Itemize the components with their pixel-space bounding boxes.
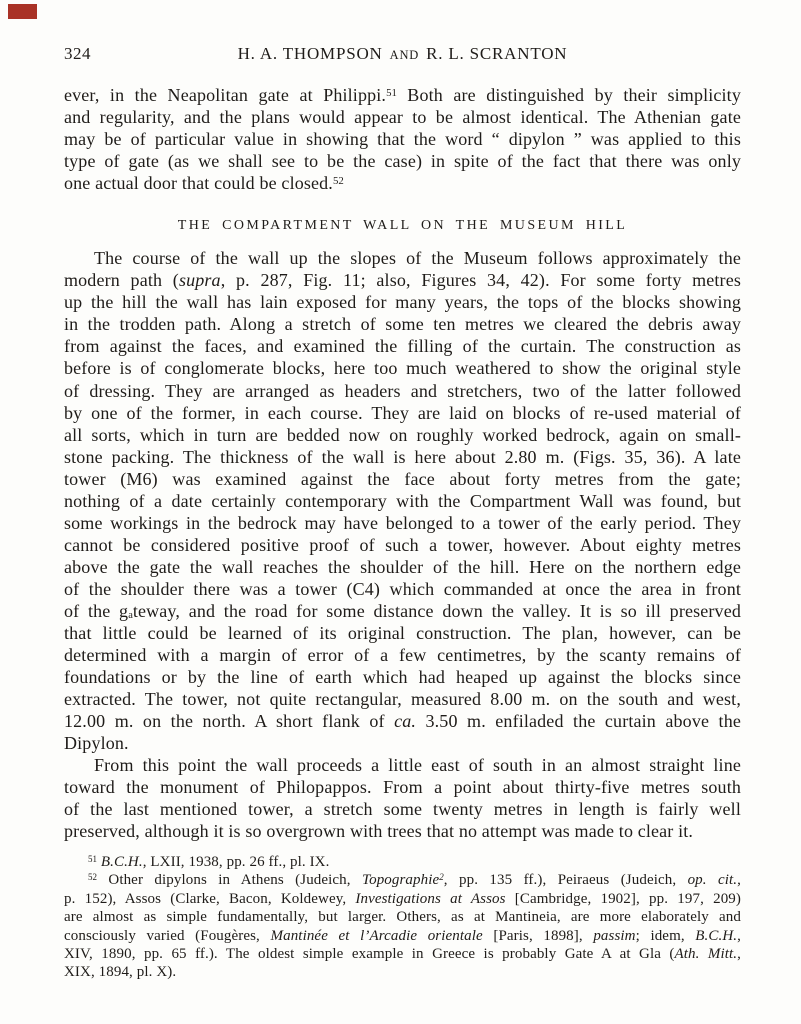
text-line: are almost as simple fundamentally, but larger. Others, as at Mantineia, are more elaborately and [64, 909, 741, 926]
text-line: modern path (supra, p. 287, Fig. 11; also, Figures 34, 42). For some forty metres [64, 270, 741, 291]
text-line: nothing of a date certainly contemporary with the Compartment Wall was found, but [64, 490, 741, 511]
running-header [64, 44, 741, 66]
text-line: 12.00 m. on the north. A short flank of ca. 3.50 m. enfiladed the curtain above the [64, 711, 741, 732]
text-line: up the hill the wall has lain exposed for many years, the tops of the blocks showing [64, 292, 741, 313]
text-line: of the last mentioned tower, a stretch some twenty metres in length is fairly well [64, 799, 741, 820]
text-line: foundations or by the line of earth which had heaped up against the blocks since [64, 667, 741, 688]
text-line: some workings in the bedrock may have belonged to a tower of the early period. They [64, 512, 741, 533]
paragraph-wall-1 [64, 247, 741, 754]
text-line: toward the monument of Philopappos. From a point about thirty-five metres south [64, 777, 741, 798]
text-line: consciously varied (Fougères, Mantinée et l’Arcadie orientale [Paris, 1898], passim; idem, B.C.H., [64, 927, 741, 944]
text-line: Dipylon. [64, 733, 129, 754]
text-line: The course of the wall up the slopes of the Museum follows approximately the [94, 248, 741, 269]
text-line: of the gateway, and the road for some distance down the valley. It is so ill preserved [64, 600, 741, 622]
author-name-left: H. A. THOMPSON [237, 44, 383, 63]
text-line: from against the faces, and examined the filling of the curtain. The construction as [64, 336, 741, 357]
text-line: and regularity, and the plans would appear to be almost identical. The Athenian gate [64, 107, 741, 128]
author-conjunction: AND [389, 48, 420, 62]
page-number: 324 [64, 44, 91, 63]
text-line: before is of conglomerate blocks, here too much weathered to show the original style [64, 358, 741, 379]
running-title [64, 44, 741, 64]
text-line: cannot be considered positive proof of such a tower, however. About eighty metres [64, 534, 741, 555]
text-line: of the shoulder there was a tower (C4) which commanded at once the area in front [64, 578, 741, 599]
text-line: by one of the former, in each course. They are laid on blocks of re-used material of [64, 402, 741, 423]
text-line: preserved, although it is so overgrown with trees that no attempt was made to clear it. [64, 821, 694, 842]
text-line: that little could be learned of its original construction. The plan, however, can be [64, 623, 741, 644]
text-line: determined with a margin of error of a few centimetres, by the scanty remains of [64, 645, 741, 666]
section-heading: THE COMPARTMENT WALL ON THE MUSEUM HILL [177, 218, 628, 234]
text-line: ever, in the Neapolitan gate at Philippi.$^{51}$ Both are distinguished by their simplicity [64, 85, 741, 105]
text-line: one actual door that could be closed.$^{52}$ [64, 173, 344, 194]
paragraph-wall-2 [64, 754, 741, 842]
text-line: $^{51}$ B.C.H., LXII, 1938, pp. 26 ff., pl. IX. [88, 853, 330, 870]
text-line: tower (M6) was examined against the face about forty metres from the gate; [64, 468, 741, 489]
corner-marker [8, 4, 37, 19]
body-text [64, 84, 741, 843]
text-line: XIV, 1890, pp. 65 ff.). The oldest simple example in Greece is probably Gate A at Gla (Ath. Mitt., [64, 945, 742, 962]
text-line: $^{52}$ Other dipylons in Athens (Judeich, Topographie$^2$, pp. 135 ff.), Peiraeus (Judeich, op. cit., [88, 872, 741, 889]
footnotes [64, 853, 741, 982]
text-line: extracted. The tower, not quite rectangular, measured 8.00 m. on the south and west, [64, 689, 741, 710]
author-name-right: R. L. SCRANTON [426, 44, 568, 63]
text-line: above the gate the wall reaches the shoulder of the hill. Here on the northern edge [64, 556, 741, 577]
text-line: XIX, 1894, pl. X). [64, 964, 177, 981]
text-line: p. 152), Assos (Clarke, Bacon, Koldewey, Investigations at Assos [Cambridge, 1902], pp. 197, 209) [64, 890, 742, 907]
text-line: type of gate (as we shall see to be the case) in spite of the fact that there was only [64, 151, 741, 172]
text-line: of dressing. They are arranged as headers and stretchers, two of the latter followed [64, 380, 741, 401]
text-line: From this point the wall proceeds a little east of south in an almost straight line [94, 755, 741, 776]
paragraph-intro [64, 84, 741, 194]
text-line: may be of particular value in showing that the word “ dipylon ” was applied to this [64, 129, 741, 150]
text-line: in the trodden path. Along a stretch of some ten metres we cleared the debris away [64, 314, 741, 335]
text-line: stone packing. The thickness of the wall is here about 2.80 m. (Figs. 35, 36). A late [64, 446, 741, 467]
text-line: all sorts, which in turn are bedded now on roughly worked bedrock, again on small- [64, 424, 741, 445]
